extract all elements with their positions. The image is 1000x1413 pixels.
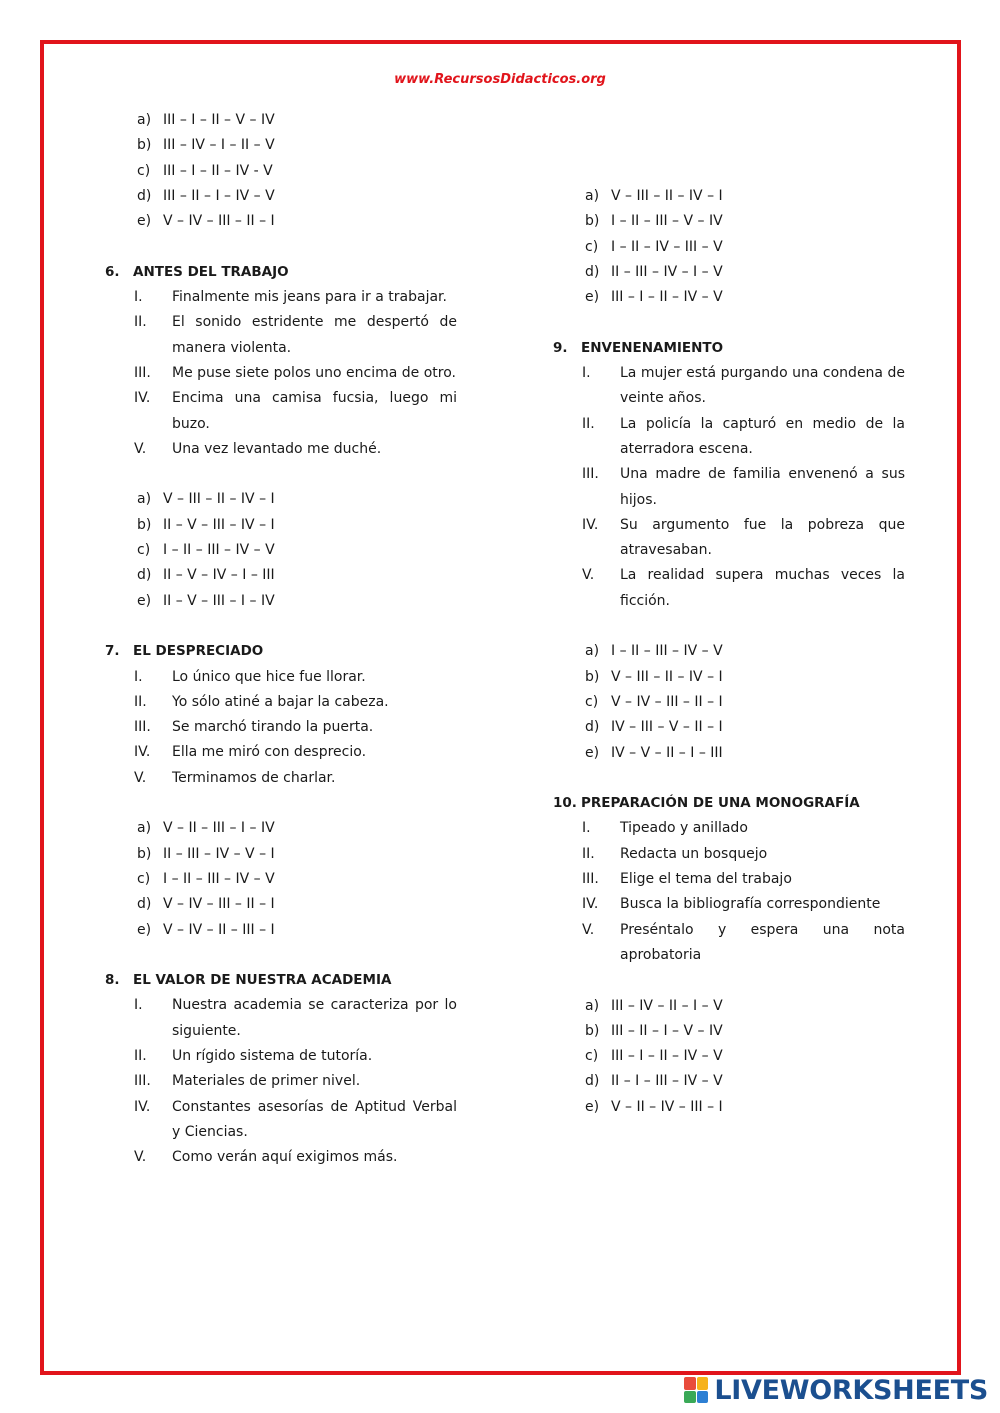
option-c[interactable]: c) I – II – III – IV – V (137, 870, 275, 887)
statement-2: II. El sonido estridente me despertó de manera violenta. (134, 314, 457, 356)
question-title: 6. ANTES DEL TRABAJO (105, 263, 289, 280)
statement-5: V. Una vez levantado me duché. (134, 440, 382, 457)
option-d[interactable]: d) II – I – III – IV – V (585, 1073, 723, 1090)
statement-4: IV. Su argumento fue la pobreza que atravesaban. (582, 516, 905, 559)
liveworksheets-brand[interactable] (684, 1373, 988, 1407)
statement-4: IV. Busca la bibliografía correspondiente (582, 896, 881, 913)
option-d[interactable]: d) V – IV – III – II – I (137, 896, 275, 913)
option-d[interactable]: d) II – V – IV – I – III (137, 567, 275, 584)
option-b[interactable]: b) II – V – III – IV – I (137, 516, 275, 533)
option-d[interactable]: d) III – II – I – IV – V (137, 187, 275, 204)
option-d[interactable]: d) II – III – IV – I – V (585, 263, 723, 280)
logo-tile (684, 1391, 696, 1404)
statement-1: I. La mujer está purgando una condena de veinte años. (582, 365, 905, 407)
option-a[interactable]: a) V – II – III – I – IV (137, 820, 275, 837)
logo-tile (697, 1377, 709, 1390)
option-b[interactable]: b) V – III – II – IV – I (585, 668, 723, 685)
statement-2: II. Un rígido sistema de tutoría. (134, 1047, 373, 1064)
statement-5: V. Como verán aquí exigimos más. (134, 1149, 398, 1166)
statement-3: III. Materiales de primer nivel. (134, 1073, 361, 1090)
option-b[interactable]: b) II – III – IV – V – I (137, 845, 275, 862)
statement-3: III. Elige el tema del trabajo (582, 871, 792, 888)
liveworksheets-logo-icon (684, 1377, 708, 1403)
question-title: 8. EL VALOR DE NUESTRA ACADEMIA (105, 972, 392, 989)
statement-5: V. Terminamos de charlar. (134, 769, 336, 786)
option-c[interactable]: c) I – II – III – IV – V (137, 542, 275, 559)
statement-5: V. Preséntalo y espera una nota aprobatoria (582, 921, 905, 963)
option-a[interactable]: a) III – I – II – V – IV (137, 112, 275, 128)
option-a[interactable]: a) V – III – II – IV – I (585, 188, 723, 204)
statement-2: II. Redacta un bosquejo (582, 845, 768, 862)
statement-3: III. Se marchó tirando la puerta. (134, 719, 374, 736)
question-title: 10. PREPARACIÓN DE UNA MONOGRAFÍA (553, 795, 860, 812)
statement-1: I. Finalmente mis jeans para ir a trabajar. (134, 289, 447, 306)
right-column (553, 184, 905, 1120)
option-e[interactable]: e) V – IV – II – III – I (137, 921, 275, 938)
option-e[interactable]: e) II – V – III – I – IV (137, 592, 275, 609)
option-e[interactable]: e) III – I – II – IV – V (585, 289, 723, 306)
question-8-options (553, 184, 905, 310)
option-a[interactable]: a) I – II – III – IV – V (585, 643, 723, 660)
statement-2: II. La policía la capturó en medio de la aterradora escena. (582, 415, 905, 457)
option-c[interactable]: c) III – I – II – IV - V (137, 162, 273, 179)
statement-3: III. Una madre de familia envenenó a sus hijos. (582, 466, 905, 508)
option-b[interactable]: b) III – II – I – V – IV (585, 1022, 723, 1039)
option-d[interactable]: d) IV – III – V – II – I (585, 719, 723, 736)
site-url[interactable]: www.RecursosDidacticos.org (394, 72, 606, 87)
statement-1: I. Tipeado y anillado (582, 820, 748, 837)
question-title: 7. EL DESPRECIADO (105, 643, 264, 660)
statement-3: III. Me puse siete polos uno encima de otro. (134, 364, 456, 381)
statement-1: I. Nuestra academia se caracteriza por lo siguiente. (134, 997, 457, 1039)
option-b[interactable]: b) III – IV – I – II – V (137, 137, 275, 154)
statement-1: I. Lo único que hice fue llorar. (134, 668, 366, 685)
question-10 (553, 791, 905, 1120)
option-a[interactable]: a) III – IV – II – I – V (585, 997, 723, 1014)
option-a[interactable]: a) V – III – II – IV – I (137, 491, 275, 508)
statement-4: IV. Constantes asesorías de Aptitud Verbal y Ciencias. (134, 1098, 457, 1140)
question-8 (105, 968, 457, 1170)
brand-name: LIVEWORKSHEETS (714, 1374, 988, 1406)
statement-5: V. La realidad supera muchas veces la ficción. (582, 567, 905, 609)
option-c[interactable]: c) I – II – IV – III – V (585, 238, 723, 255)
logo-tile (697, 1391, 709, 1404)
option-e[interactable]: e) V – IV – III – II – I (137, 213, 275, 230)
statement-2: II. Yo sólo atiné a bajar la cabeza. (134, 693, 389, 710)
prev-options (105, 108, 457, 234)
option-b[interactable]: b) I – II – III – V – IV (585, 213, 723, 230)
question-6 (105, 260, 457, 614)
question-title: 9. ENVENENAMIENTO (553, 339, 724, 356)
statement-4: IV. Ella me miró con desprecio. (134, 744, 367, 761)
option-e[interactable]: e) V – II – IV – III – I (585, 1098, 723, 1115)
statement-4: IV. Encima una camisa fucsia, luego mi buzo. (134, 390, 457, 432)
left-column (105, 108, 457, 1170)
option-e[interactable]: e) IV – V – II – I – III (585, 744, 723, 761)
option-c[interactable]: c) III – I – II – IV – V (585, 1048, 723, 1065)
logo-tile (684, 1377, 696, 1390)
question-9 (553, 336, 905, 766)
question-7 (105, 639, 457, 943)
option-c[interactable]: c) V – IV – III – II – I (585, 693, 723, 710)
